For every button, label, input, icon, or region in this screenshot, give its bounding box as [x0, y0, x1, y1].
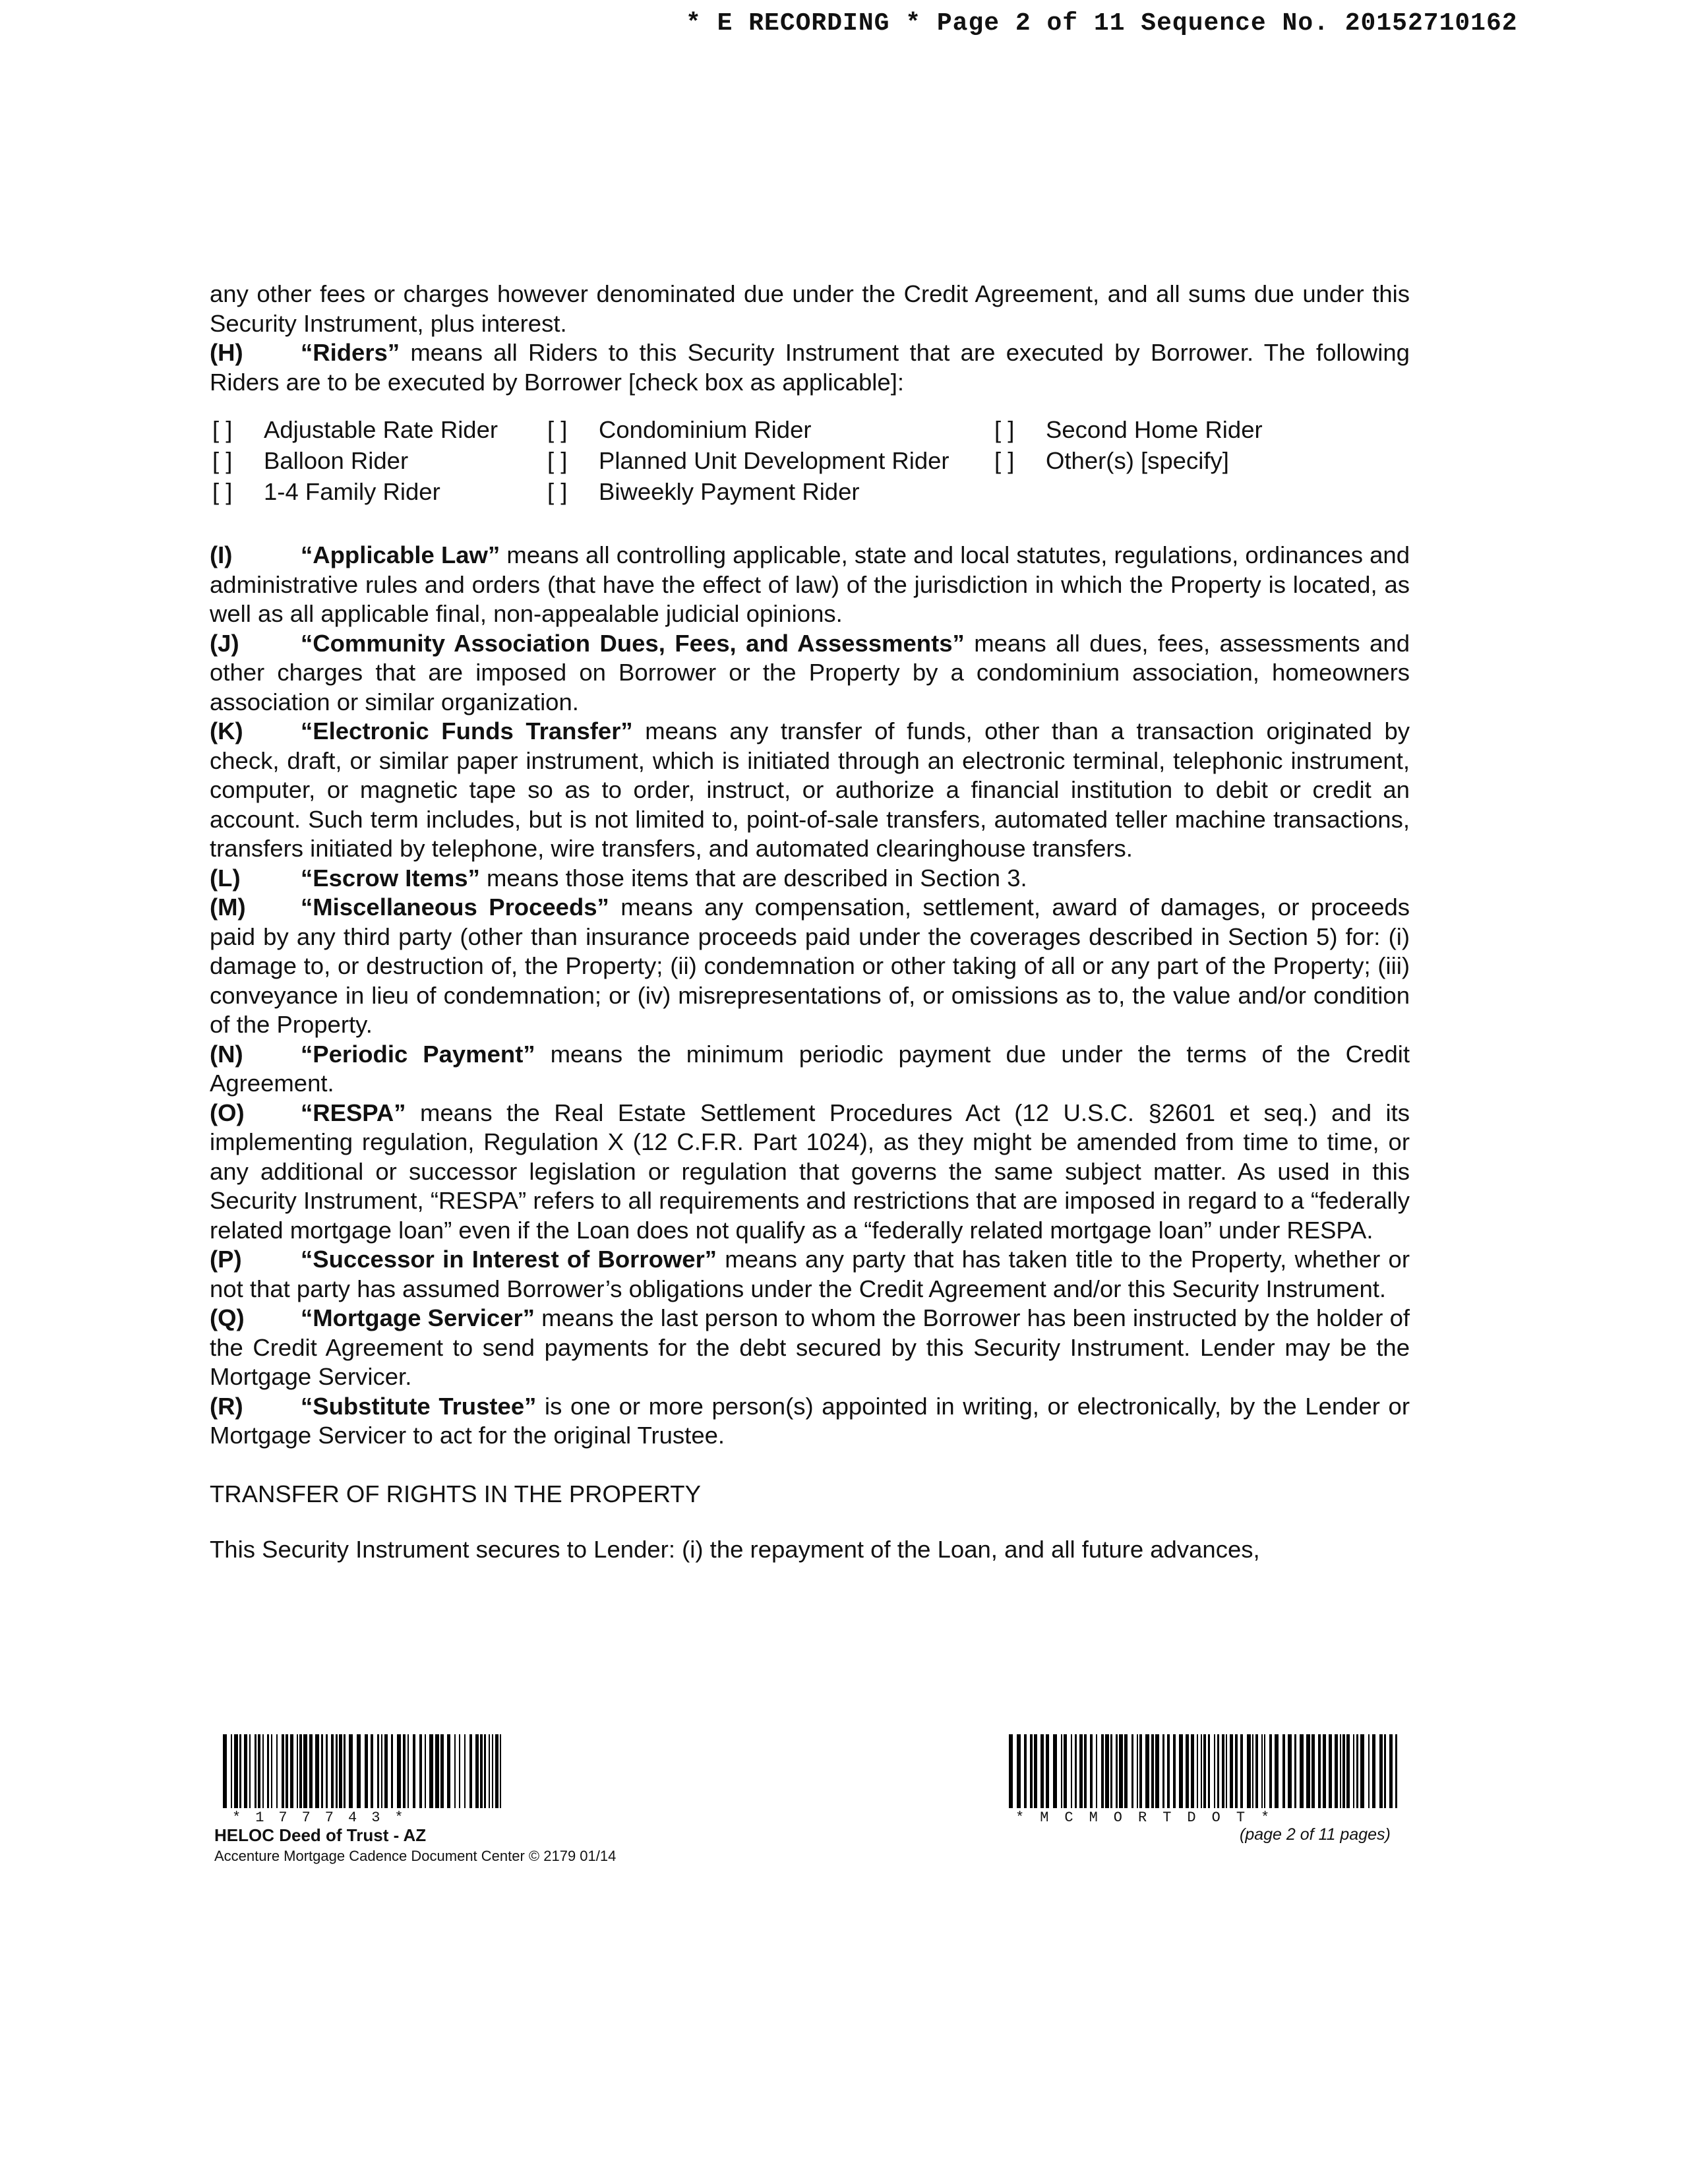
rider-adjustable-rate[interactable]	[212, 415, 498, 445]
recording-header: * E RECORDING * Page 2 of 11 Sequence No. 20152710162	[686, 9, 1518, 38]
definition-term: “Miscellaneous Proceeds”	[301, 894, 609, 921]
definition-text: means all Riders to this Security Instrument that are executed by Borrower. The following Riders are to be executed by Borrower [check box as applicable]:	[210, 339, 1410, 396]
definition-term: “Mortgage Servicer”	[301, 1304, 535, 1331]
rider-label: Biweekly Payment Rider	[599, 478, 860, 505]
definition-text: means the last person to whom the Borrower has been instructed by the holder of the Credit Agreement to send payments for the debt secured by this Security Instrument. Lender may be the Mortgage Servicer.	[210, 1304, 1410, 1390]
barcode-left-text: *177743*	[232, 1809, 418, 1826]
checkbox[interactable]: [ ]	[212, 416, 233, 443]
rider-label: Condominium Rider	[599, 416, 812, 443]
definition-term: “Substitute Trustee”	[301, 1392, 537, 1420]
definition-term: “Riders”	[301, 339, 400, 366]
definition-term: “Successor in Interest of Borrower”	[301, 1246, 717, 1273]
definition-text: means any transfer of funds, other than a transaction originated by check, draft, or similar paper instrument, which is initiated through an electronic terminal, telephonic instrument, computer, or magnetic tape so as to order, instruct, or authorize a financial institution to debit or credit an account. Such term includes, but is not limited to, point-of-sale transfers, automated teller machine transactions, transfers initiated by telephone, wire transfers, and automated clearinghouse transfers.	[210, 717, 1410, 862]
definition-text: means any compensation, settlement, award of damages, or proceeds paid by any third party (other than insurance proceeds paid under the coverages described in Section 5) for: (i) damage to, or destruction of, the Property; (ii) condemnation or other taking of all or any part of the Property; (iii) conveyance in lieu of condemnation; or (iv) misrepresentations of, or omissions as to, the value and/or condition of the Property.	[210, 894, 1410, 1038]
rider-label: 1-4 Family Rider	[264, 478, 440, 505]
checkbox[interactable]: [ ]	[547, 447, 568, 474]
section-title: TRANSFER OF RIGHTS IN THE PROPERTY	[210, 1480, 701, 1507]
barcode-left-icon	[223, 1734, 505, 1808]
rider-label: Adjustable Rate Rider	[264, 416, 498, 443]
definition-text: means those items that are described in Section 3.	[479, 864, 1027, 892]
rider-pud[interactable]	[547, 446, 950, 476]
definition-label: (R)	[210, 1392, 243, 1420]
definition-term: “Applicable Law”	[301, 541, 500, 568]
rider-other[interactable]	[994, 446, 1229, 476]
rider-second-home[interactable]	[994, 415, 1263, 445]
definition-q	[210, 1304, 1410, 1392]
definition-r	[210, 1392, 1410, 1451]
checkbox[interactable]: [ ]	[212, 478, 233, 505]
definition-label: (O)	[210, 1099, 245, 1126]
checkbox[interactable]: [ ]	[547, 478, 568, 505]
definition-term: “Escrow Items”	[301, 864, 480, 892]
definition-m	[210, 893, 1410, 1040]
checkbox[interactable]: [ ]	[212, 447, 233, 474]
definition-label: (L)	[210, 864, 241, 892]
definition-j	[210, 629, 1410, 717]
definition-i	[210, 541, 1410, 629]
checkbox[interactable]: [ ]	[994, 447, 1015, 474]
rider-1-4-family[interactable]	[212, 477, 440, 507]
page-note: (page 2 of 11 pages)	[1240, 1825, 1391, 1844]
definition-label: (H)	[210, 339, 243, 366]
definition-text: means the Real Estate Settlement Procedures Act (12 U.S.C. §2601 et seq.) and its implementing regulation, Regulation X (12 C.F.R. Part 1024), as they might be amended from time to time, or any additional or successor legislation or regulation that governs the same subject matter. As used in this Security Instrument, “RESPA” refers to all requirements and restrictions that are imposed in regard to a “federally related mortgage loan” even if the Loan does not qualify as a “federally related mortgage loan” under RESPA.	[210, 1099, 1410, 1244]
transfer-paragraph: This Security Instrument secures to Lender: (i) the repayment of the Loan, and all future advances,	[210, 1536, 1260, 1563]
barcode-right-icon	[1009, 1734, 1398, 1808]
definition-text: means all controlling applicable, state and local statutes, regulations, ordinances and administrative rules and orders (that have the effect of law) of the jurisdiction in which the Property is located, as well as all applicable final, non-appealable judicial opinions.	[210, 541, 1410, 627]
definition-h	[210, 338, 1410, 397]
definition-n	[210, 1040, 1410, 1099]
rider-label: Balloon Rider	[264, 447, 409, 474]
definition-text: means all dues, fees, assessments and other charges that are imposed on Borrower or the Property by a condominium association, homeowners association or similar organization.	[210, 629, 1410, 715]
rider-label: Planned Unit Development Rider	[599, 447, 950, 474]
form-subtitle: Accenture Mortgage Cadence Document Center © 2179 01/14	[214, 1848, 617, 1864]
rider-label: Second Home Rider	[1046, 416, 1263, 443]
definition-label: (M)	[210, 894, 246, 921]
definition-label: (N)	[210, 1040, 243, 1068]
rider-biweekly[interactable]	[547, 477, 860, 507]
riders-checklist	[210, 415, 1410, 514]
definition-text: is one or more person(s) appointed in writing, or electronically, by the Lender or Mortgage Servicer to act for the original Trustee.	[210, 1392, 1410, 1449]
form-title: HELOC Deed of Trust - AZ	[214, 1825, 427, 1845]
definition-term: “Periodic Payment”	[301, 1040, 535, 1068]
definition-term: “Community Association Dues, Fees, and Assessments”	[301, 629, 965, 657]
definition-k	[210, 717, 1410, 864]
rider-label: Other(s) [specify]	[1046, 447, 1229, 474]
rider-balloon[interactable]	[212, 446, 408, 476]
definition-o	[210, 1099, 1410, 1246]
definition-text: means the minimum periodic payment due under the terms of the Credit Agreement.	[210, 1040, 1410, 1097]
definition-label: (I)	[210, 541, 233, 568]
definition-text: means any party that has taken title to the Property, whether or not that party has assumed Borrower’s obligations under the Credit Agreement and/or this Security Instrument.	[210, 1246, 1410, 1302]
intro-paragraph: any other fees or charges however denominated due under the Credit Agreement, and all sums due under this Security Instrument, plus interest.	[210, 280, 1410, 337]
document-body	[210, 280, 1410, 1565]
checkbox[interactable]: [ ]	[547, 416, 568, 443]
definition-label: (Q)	[210, 1304, 245, 1331]
rider-condominium[interactable]	[547, 415, 812, 445]
definition-term: “Electronic Funds Transfer”	[301, 717, 633, 744]
definition-l	[210, 864, 1410, 894]
barcode-right-text: *MCMORTDOT*	[1015, 1809, 1286, 1826]
definition-label: (P)	[210, 1246, 242, 1273]
checkbox[interactable]: [ ]	[994, 416, 1015, 443]
definition-label: (J)	[210, 629, 239, 657]
definition-term: “RESPA”	[301, 1099, 406, 1126]
definition-label: (K)	[210, 717, 243, 744]
definition-p	[210, 1245, 1410, 1304]
